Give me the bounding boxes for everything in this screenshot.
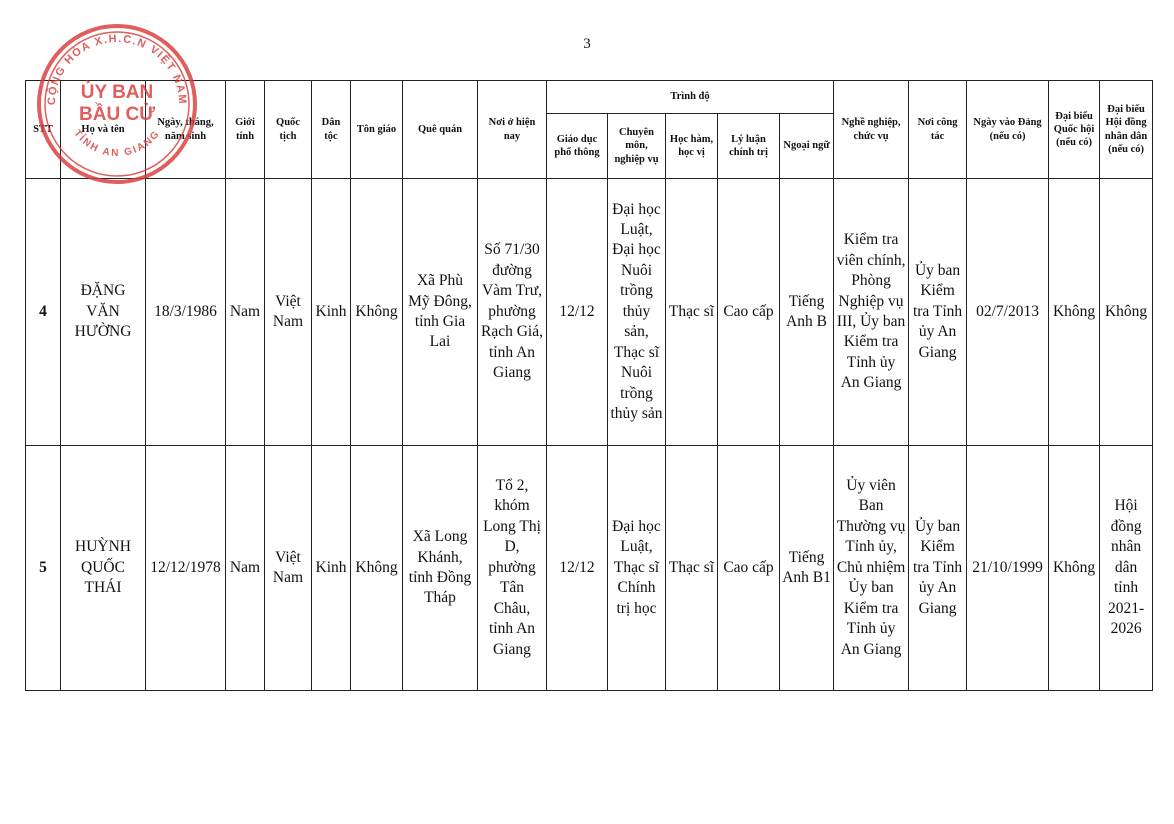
header-foreign-lang: Ngoại ngữ [780,114,834,179]
cell-nationality: Việt Nam [265,446,312,691]
header-party-date: Ngày vào Đảng (nếu có) [967,81,1049,179]
cell-na-deputy: Không [1049,179,1100,446]
header-dob: Ngày, tháng, năm sinh [146,81,226,179]
table-row [26,446,1153,691]
header-pc-deputy: Đại biểu Hội đồng nhân dân (nếu có) [1100,81,1153,179]
cell-residence: Tổ 2, khóm Long Thị D, phường Tân Châu, tỉnh An Giang [478,446,547,691]
header-residence: Nơi ở hiện nay [478,81,547,179]
cell-gender: Nam [226,446,265,691]
cell-pc-deputy: Hội đồng nhân dân tỉnh 2021-2026 [1100,446,1153,691]
header-political-theory: Lý luận chính trị [718,114,780,179]
cell-specialty: Đại học Luật, Thạc sĩ Chính trị học [608,446,666,691]
cell-ethnicity: Kinh [312,446,351,691]
header-education-group: Trình độ [547,81,834,114]
cell-party-date: 02/7/2013 [967,179,1049,446]
cell-political-theory: Cao cấp [718,446,780,691]
cell-specialty: Đại học Luật, Đại học Nuôi trồng thủy sản, Thạc sĩ Nuôi trồng thủy sản [608,179,666,446]
header-stt: STT [26,81,61,179]
cell-foreign-lang: Tiếng Anh B [780,179,834,446]
header-occupation: Nghề nghiệp, chức vụ [834,81,909,179]
cell-hometown: Xã Long Khánh, tỉnh Đồng Tháp [403,446,478,691]
cell-name: HUỲNH QUỐC THÁI [61,446,146,691]
header-name: Họ và tên [61,81,146,179]
cell-academic-title: Thạc sĩ [666,179,718,446]
cell-academic-title: Thạc sĩ [666,446,718,691]
cell-general-edu: 12/12 [547,179,608,446]
cell-dob: 18/3/1986 [146,179,226,446]
cell-party-date: 21/10/1999 [967,446,1049,691]
cell-residence: Số 71/30 đường Vàm Trư, phường Rạch Giá, tỉnh An Giang [478,179,547,446]
header-ethnicity: Dân tộc [312,81,351,179]
stamp-arc-text: CỘNG HÒA X.H.C.N VIỆT NAM [45,32,189,106]
header-specialty: Chuyên môn, nghiệp vụ [608,114,666,179]
cell-political-theory: Cao cấp [718,179,780,446]
cell-dob: 12/12/1978 [146,446,226,691]
page-number: 3 [583,36,591,52]
header-academic-title: Học hàm, học vị [666,114,718,179]
cell-religion: Không [351,446,403,691]
header-workplace: Nơi công tác [909,81,967,179]
table-row [26,179,1153,446]
cell-hometown: Xã Phù Mỹ Đông, tỉnh Gia Lai [403,179,478,446]
stamp-line2: BẦU CỬ [79,104,155,125]
header-religion: Tôn giáo [351,81,403,179]
cell-name: ĐẶNG VĂN HƯỜNG [61,179,146,446]
cell-stt: 4 [26,179,61,446]
header-na-deputy: Đại biểu Quốc hội (nếu có) [1049,81,1100,179]
cell-workplace: Ủy ban Kiểm tra Tỉnh ủy An Giang [909,179,967,446]
cell-nationality: Việt Nam [265,179,312,446]
stamp-bottom-text: TỈNH AN GIANG [71,128,163,160]
header-gender: Giới tính [226,81,265,179]
stamp-line1: ỦY BAN [80,82,154,103]
cell-general-edu: 12/12 [547,446,608,691]
cell-occupation: Ủy viên Ban Thường vụ Tỉnh ủy, Chủ nhiệm Ủy ban Kiểm tra Tỉnh ủy An Giang [834,446,909,691]
cell-pc-deputy: Không [1100,179,1153,446]
cell-stt: 5 [26,446,61,691]
cell-ethnicity: Kinh [312,179,351,446]
header-hometown: Quê quán [403,81,478,179]
cell-occupation: Kiểm tra viên chính, Phòng Nghiệp vụ III, Ủy ban Kiểm tra Tỉnh ủy An Giang [834,179,909,446]
cell-gender: Nam [226,179,265,446]
header-nationality: Quốc tịch [265,81,312,179]
cell-religion: Không [351,179,403,446]
cell-foreign-lang: Tiếng Anh B1 [780,446,834,691]
cell-workplace: Ủy ban Kiểm tra Tỉnh ủy An Giang [909,446,967,691]
header-general-edu: Giáo dục phổ thông [547,114,608,179]
cell-na-deputy: Không [1049,446,1100,691]
candidate-table [25,80,1153,691]
